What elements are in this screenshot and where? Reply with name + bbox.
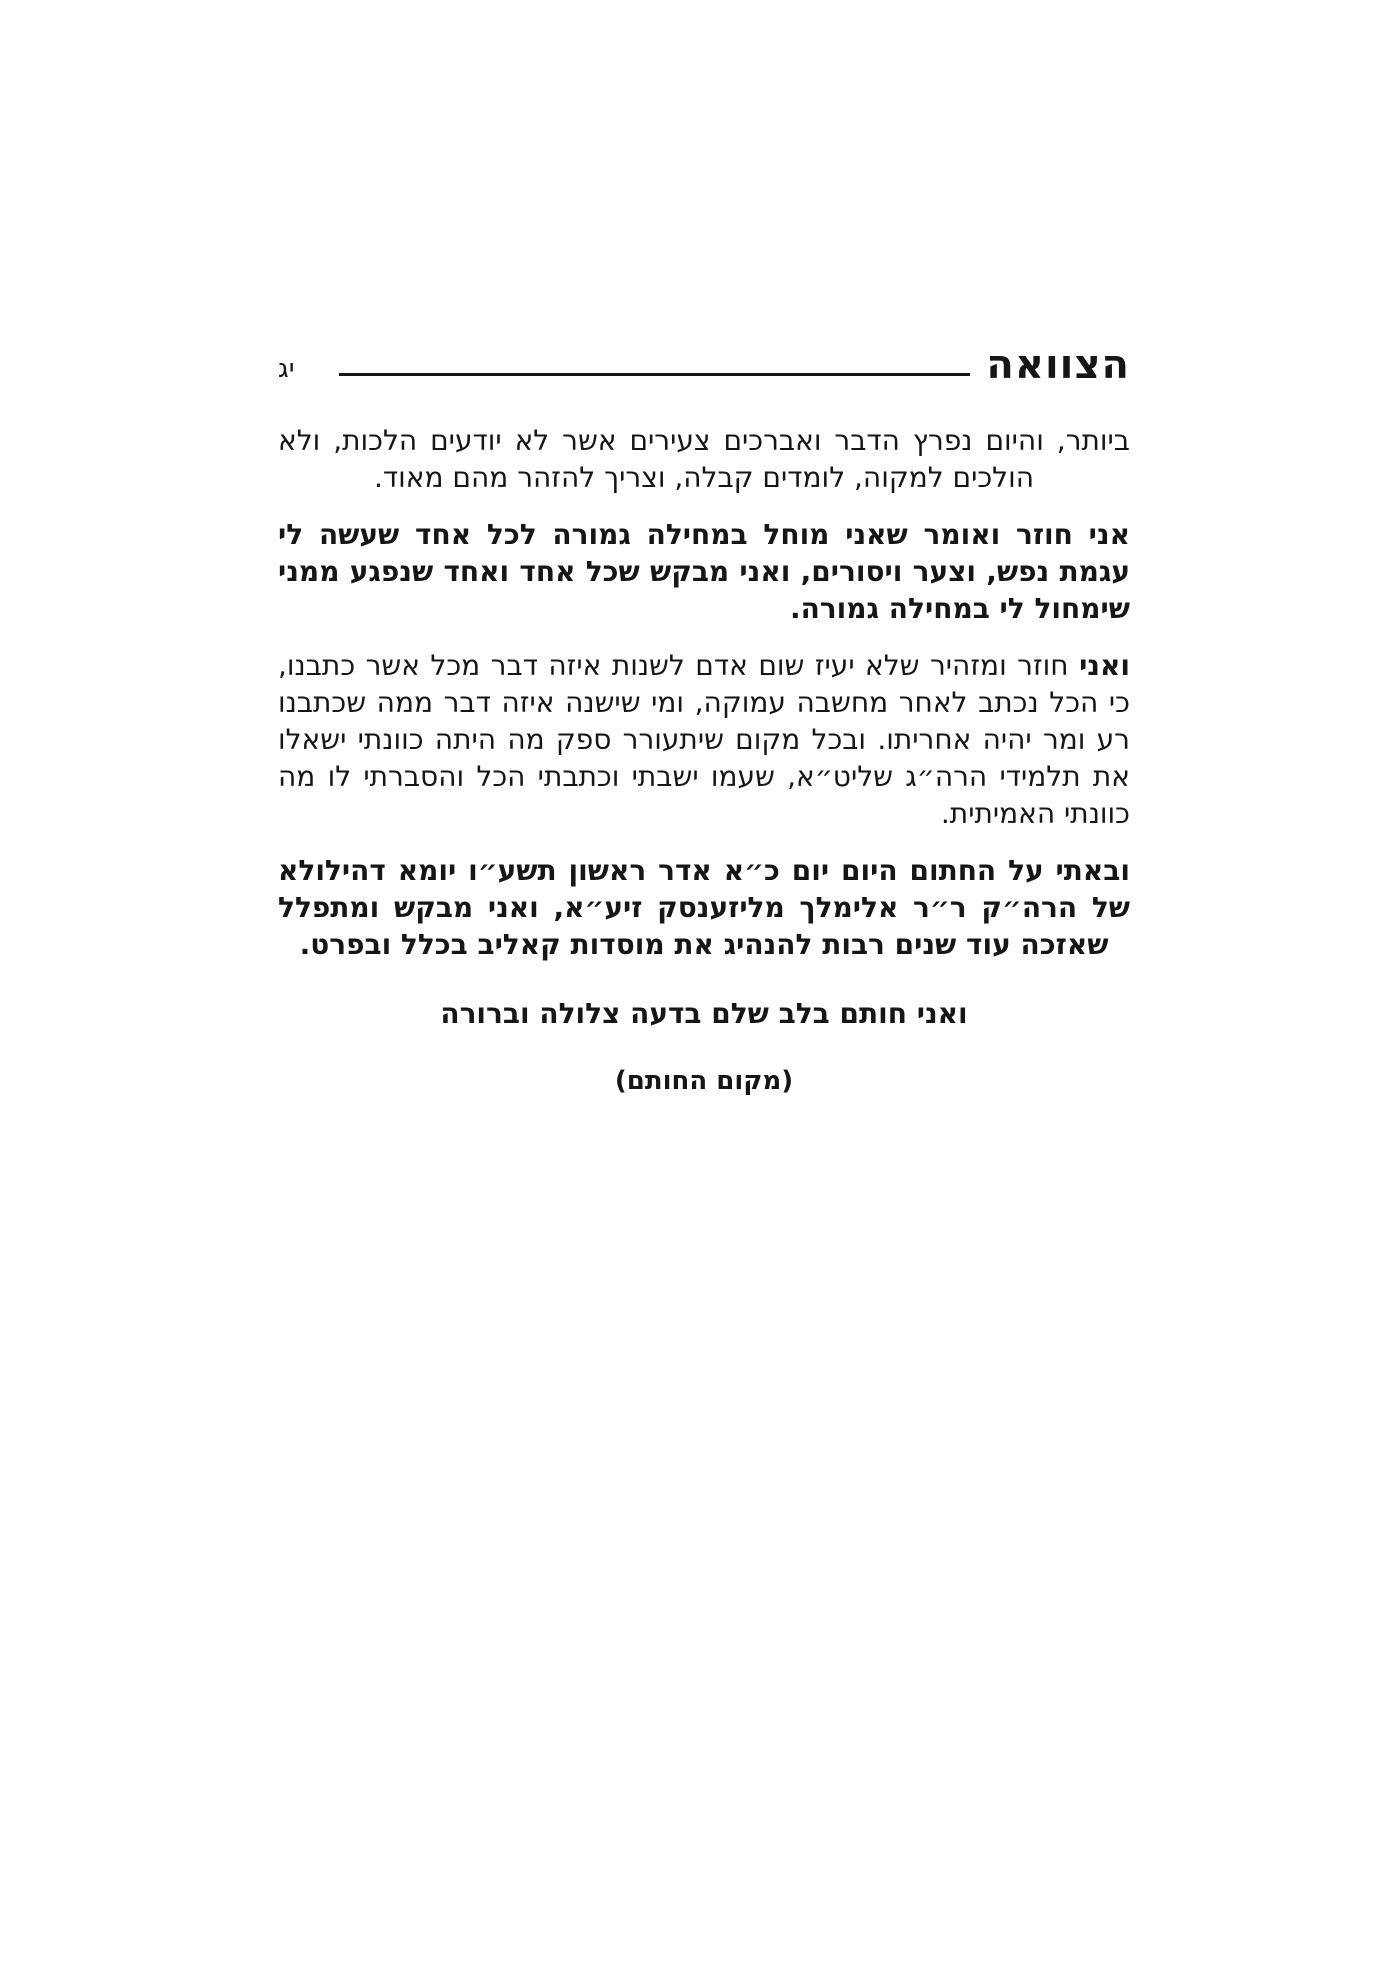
page-title: הצוואה <box>986 342 1130 388</box>
body-text <box>278 422 1130 1098</box>
paragraph-4-text: ובאתי על החתום היום יום כ״א אדר ראשון תשע״ו יומא דהילולא של הרה״ק ר״ר אלימלך מליזענסק זיע״א, ואני מבקש ומתפלל שאזכה עוד שנים רבות להנהיג את מוסדות קאליב בכלל ובפרט. <box>278 854 1130 961</box>
paragraph-3-lead-word: ואני <box>1079 649 1130 682</box>
page-content <box>278 344 1130 1098</box>
header-rule <box>339 373 971 376</box>
paragraph-1 <box>278 422 1130 496</box>
paragraph-2-text: אני חוזר ואומר שאני מוחל במחילה גמורה לכל אחד שעשה לי עגמת נפש, וצער ויסורים, ואני מבקש שכל אחד ואחד שנפגע ממני שימחול לי במחילה גמורה. <box>278 518 1130 625</box>
paragraph-4 <box>278 852 1130 963</box>
paragraph-3-text: חוזר ומזהיר שלא יעיז שום אדם לשנות איזה דבר מכל אשר כתבנו, כי הכל נכתב לאחר מחשבה עמוקה, ומי שישנה איזה דבר ממה שכתבנו רע ומר יהיה אחריתו. ובכל מקום שיתעורר ספק מה היתה כוונתי ישאלו את תלמידי הרה״ג שליט״א, שעמו ישבתי וכתבתי הכל והסברתי לו מה כוונתי האמיתית. <box>278 649 1130 830</box>
paragraph-2 <box>278 516 1130 627</box>
paragraph-1-text: ביותר, והיום נפרץ הדבר ואברכים צעירים אשר לא יודעים הלכות, ולא הולכים למקוה, לומדים קבלה, וצריך להזהר מהם מאוד. <box>278 424 1130 494</box>
page-number: יג <box>278 354 295 384</box>
paragraph-3 <box>278 647 1130 832</box>
signature-placeholder: (מקום החותם) <box>614 1066 794 1096</box>
closing-line: ואני חותם בלב שלם בדעה צלולה וברורה <box>440 997 968 1030</box>
page-header <box>278 342 1130 388</box>
